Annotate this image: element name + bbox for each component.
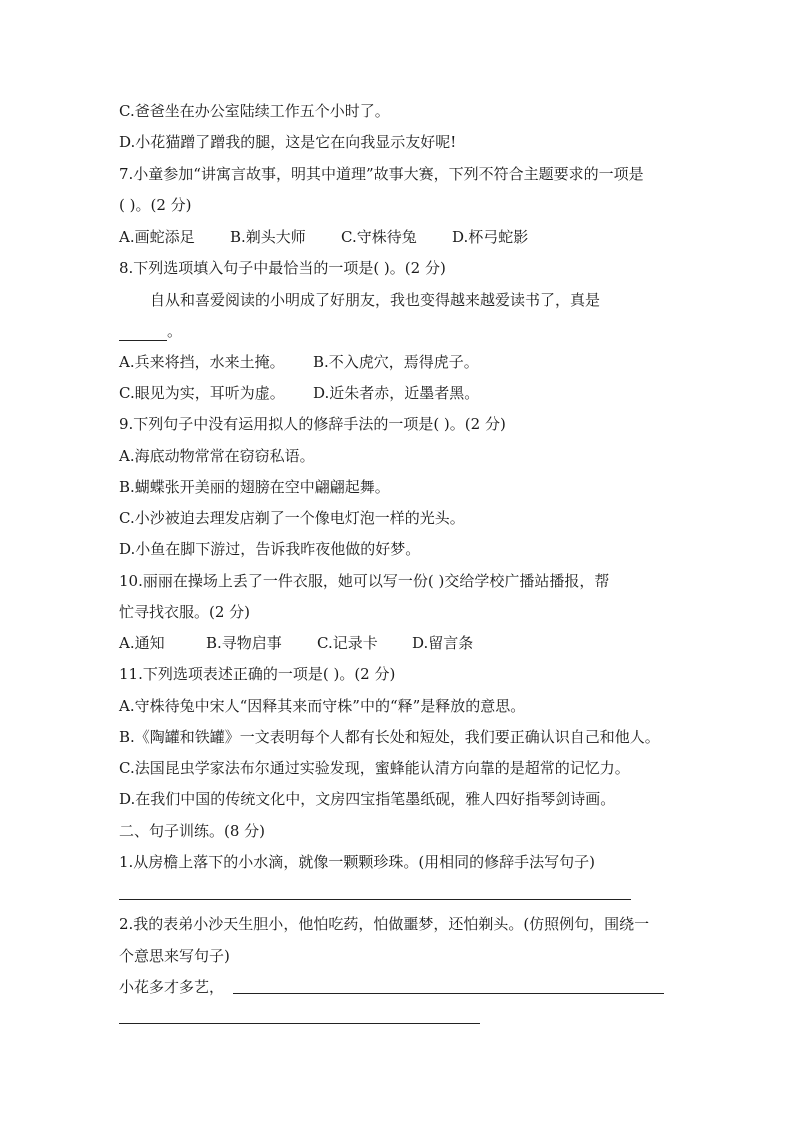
q10-stem-cont: 忙寻找衣服。(2 分) bbox=[119, 603, 251, 621]
q10-option: C.记录卡 bbox=[317, 634, 378, 652]
s2-prompt: 2.我的表弟小沙天生胆小，他怕吃药，怕做噩梦，还怕剃头。(仿照例句，围绕一 bbox=[119, 915, 650, 933]
section-heading: 二、句子训练。(8 分) bbox=[119, 822, 266, 840]
fill-blank[interactable] bbox=[119, 325, 167, 341]
answer-line[interactable] bbox=[233, 993, 664, 994]
q8-options-row2 bbox=[119, 383, 479, 403]
q9-option-a: A.海底动物常常在窃窃私语。 bbox=[119, 447, 315, 465]
q9-option-c: C.小沙被迫去理发店剃了一个像电灯泡一样的光头。 bbox=[119, 509, 465, 527]
q7-answer-slot: ( )。(2 分) bbox=[119, 196, 192, 214]
q11-option-b: B.《陶罐和铁罐》一文表明每个人都有长处和短处，我们要正确认识自己和他人。 bbox=[119, 728, 660, 746]
s2-start: 小花多才多艺， bbox=[119, 978, 225, 996]
q7-options bbox=[119, 227, 528, 247]
q10-stem: 10.丽丽在操场上丢了一件衣服，她可以写一份( )交给学校广播站播报，帮 bbox=[119, 572, 610, 590]
q8-options-row1 bbox=[119, 352, 479, 372]
answer-line[interactable] bbox=[119, 1023, 480, 1024]
q7-option: C.守株待兔 bbox=[341, 228, 417, 246]
q6-option-d: D.小花猫蹭了蹭我的腿，这是它在向我显示友好呢! bbox=[119, 133, 457, 151]
q8-period: 。 bbox=[167, 322, 183, 340]
q10-option: B.寻物启事 bbox=[206, 634, 282, 652]
q10-option: A.通知 bbox=[119, 634, 165, 652]
q9-stem: 9.下列句子中没有运用拟人的修辞手法的一项是( )。(2 分) bbox=[119, 415, 506, 433]
q7-option: B.剃头大师 bbox=[230, 228, 306, 246]
q8-option: A.兵来将挡，水来土掩。 bbox=[119, 353, 285, 371]
answer-line[interactable] bbox=[119, 899, 631, 900]
s2-prompt-cont: 个意思来写句子) bbox=[119, 947, 230, 965]
q10-option: D.留言条 bbox=[412, 634, 474, 652]
q7-stem: 7.小童参加“讲寓言故事，明其中道理”故事大赛，下列不符合主题要求的一项是 bbox=[119, 165, 644, 183]
q8-option: D.近朱者赤，近墨者黑。 bbox=[313, 384, 480, 402]
q7-option: A.画蛇添足 bbox=[119, 228, 195, 246]
q7-option: D.杯弓蛇影 bbox=[452, 228, 529, 246]
q9-option-d: D.小鱼在脚下游过，告诉我昨夜他做的好梦。 bbox=[119, 540, 421, 558]
q8-blank-line bbox=[119, 321, 182, 341]
q9-option-b: B.蝴蝶张开美丽的翅膀在空中翩翩起舞。 bbox=[119, 478, 390, 496]
q11-option-d: D.在我们中国的传统文化中，文房四宝指笔墨纸砚，雅人四好指琴剑诗画。 bbox=[119, 790, 616, 808]
s1-prompt: 1.从房檐上落下的小水滴，就像一颗颗珍珠。(用相同的修辞手法写句子) bbox=[119, 853, 596, 871]
q8-option: C.眼见为实，耳听为虚。 bbox=[119, 384, 285, 402]
q8-sentence: 自从和喜爱阅读的小明成了好朋友，我也变得越来越爱读书了，真是 bbox=[150, 291, 601, 309]
q11-stem: 11.下列选项表述正确的一项是( )。(2 分) bbox=[119, 665, 396, 683]
q10-options bbox=[119, 633, 473, 653]
q8-stem: 8.下列选项填入句子中最恰当的一项是( )。(2 分) bbox=[119, 259, 446, 277]
q8-option: B.不入虎穴，焉得虎子。 bbox=[313, 353, 479, 371]
q11-option-c: C.法国昆虫学家法布尔通过实验发现，蜜蜂能认清方向靠的是超常的记忆力。 bbox=[119, 759, 630, 777]
q11-option-a: A.守株待兔中宋人“因释其来而守株”中的“释”是释放的意思。 bbox=[119, 697, 526, 715]
q6-option-c: C.爸爸坐在办公室陆续工作五个小时了。 bbox=[119, 102, 390, 120]
